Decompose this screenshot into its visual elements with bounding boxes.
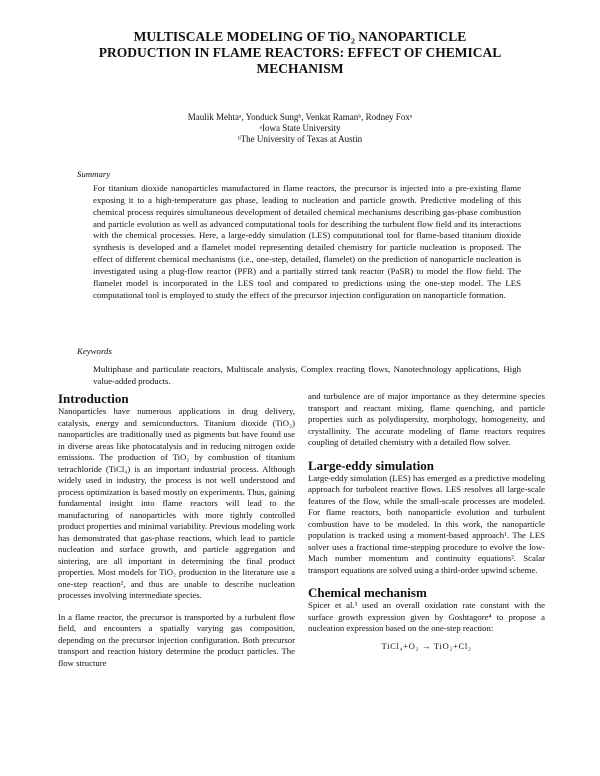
reaction-equation: TiCl₄+O₂ → TiO₂+Cl₂ [381,640,472,651]
summary-text: For titanium dioxide nanoparticles manufactured in flame reactors, the precursor is injected into a pre-existing flame exposing it to a high-temperature gas phase, leading to nucleation and particle growth. Predictive modeling of this chemical process requires simultaneous development of detailed chemical mechanisms describing gas-phase combustion and particle evolution as well as advanced computational tools for describing the turbulent flow field and its interactions with the chemical processes. Here, a large-eddy simulation (LES) computational tool for flame-based titanium dioxide synthesis is developed and a flamelet model representing detailed chemistry for particle nucleation is proposed. The effect of different chemical mechanisms (i.e., one-step, detailed, flamelet) on the prediction of nanoparticle nucleation is investigated using a plug-flow reactor (PFR) and a partially stirred tank reactor (PaSR) to model the flow field. The flamelet model is incorporated in the LES tool and compared to predictions using the one-step model. The LES computational tool is employed to study the effect of the precursor injection configuration on nanoparticle formation. [93,183,521,300]
chemical-mechanism-paragraph: Spicer et al.³ used an overall oxidation rate constant with the surface growth expression given by Goshtagore⁴ to propose a nucleation expression based on the one-step reaction: [308,600,545,633]
les-paragraph: Large-eddy simulation (LES) has emerged as a predictive modeling approach for turbulent reactive flows. LES resolves all large-scale features of the flow, while the small-scale processes are modeled. For flame reactors, both nanoparticle evolution and turbulent combustion have to be modeled. In this work, the nanoparticle population is tracked using a moment-based approach¹. The LES solver uses a fractional time-stepping procedure to evolve the low-Mach number momentum and continuity equations². Scalar transport equations are solved using a third-order upwind scheme. [308,472,545,575]
keywords-heading: Keywords [77,346,112,356]
right-column [308,391,545,651]
keywords-text: Multiphase and particulate reactors, Multiscale analysis, Complex reacting flows, Nanotechnology applications, High value-added products. [93,364,521,386]
paper-title [60,29,540,77]
introduction-paragraph-2: In a flame reactor, the precursor is transported by a turbulent flow field, and encounters a spatially varying gas composition, depending on the precursor injection configuration. Both precursor transport and reaction history determine the product particles. The flow structure [58,611,295,668]
introduction-heading: Introduction [58,391,129,406]
summary-heading: Summary [77,169,111,179]
chemical-mechanism-heading: Chemical mechanism [308,585,427,600]
author-list: Maulik Mehtaᵃ, Yonduck Sungᵇ, Venkat Ramanᵇ, Rodney Foxᵃ [187,112,413,122]
title-line-3: MECHANISM [256,61,344,76]
affiliation-b: ᵇThe University of Texas at Austin [237,134,363,144]
title-line-1: MULTISCALE MODELING OF TiO₂ NANOPARTICLE [133,29,467,44]
introduction-paragraph-1: Nanoparticles have numerous applications in drug delivery, catalysis, energy and semiconductors. Titanium dioxide (TiO₂) nanoparticles are traditionally used as pigments but have found use in diverse areas like photocatalysis and in reducing nitrogen oxide emissions. The production of TiO₂ by combustion of titanium tetrachloride (TiCl₄) is an important industrial process. Although widely used in industry, the process is not well understood and process optimization is based mostly on experiments. Thus, gaining fundamental insight into flame reactors will lead to the manufacturing of nanoparticles with more tightly controlled product properties and minimal variability. Previous modeling work has demonstrated that gas-phase reactions, which lead to particle nucleation and surface growth, and particle aggregation and sintering, are all important in determining the final product properties. Most models for TiO₂ production in the literature use a one-step reaction², and thus are unable to describe nucleation processes involving intermediate species. [58,406,295,600]
affiliation-a: ᵃIowa State University [259,123,341,133]
les-heading: Large-eddy simulation [308,457,435,473]
left-column [58,391,295,669]
introduction-paragraph-3: and turbulence are of major importance as they determine species transport and reactant mixing, flame quenching, and particle properties such as polydispersity, morphology, homogeneity, and crystallinity. The accurate modeling of flame reactors requires coupling of detailed chemistry with a detailed flow solver. [308,391,545,447]
title-line-2: PRODUCTION IN FLAME REACTORS: EFFECT OF CHEMICAL [98,45,502,60]
